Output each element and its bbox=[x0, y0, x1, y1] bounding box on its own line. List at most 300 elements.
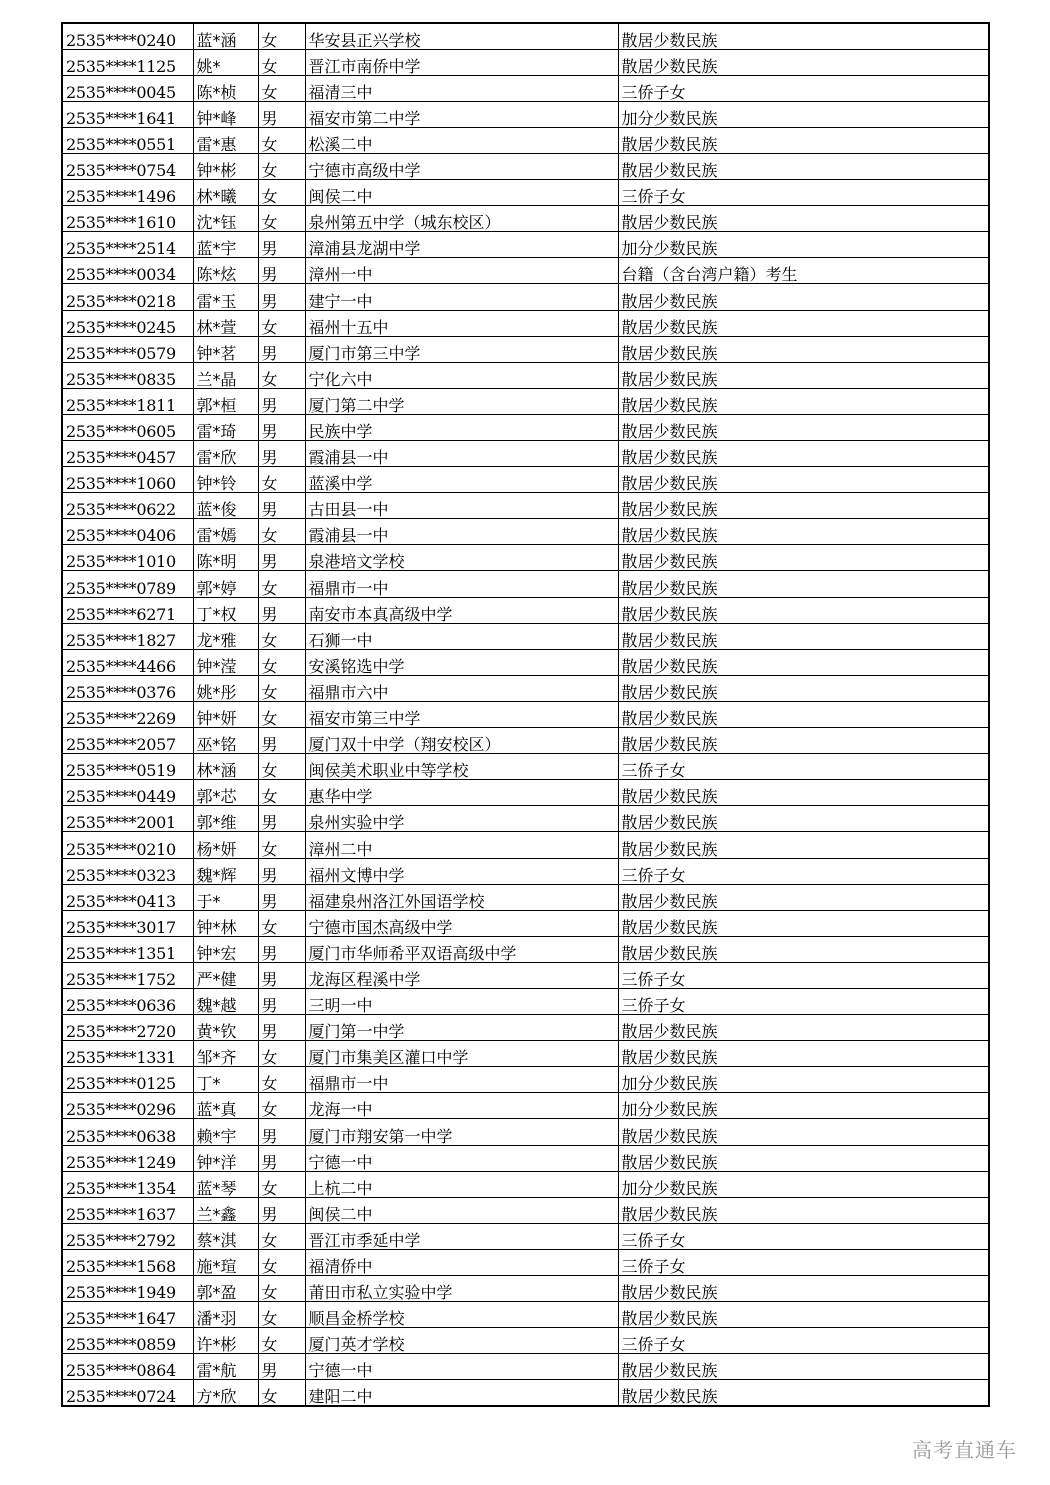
student-name-cell: 钟*妍 bbox=[193, 701, 258, 727]
table-row bbox=[62, 1197, 989, 1223]
exam-number-cell: 2535****2057 bbox=[62, 728, 193, 754]
exam-number-cell: 2535****0125 bbox=[62, 1067, 193, 1093]
gender-cell: 女 bbox=[258, 701, 305, 727]
table-row bbox=[62, 519, 989, 545]
table-row bbox=[62, 1223, 989, 1249]
table-row bbox=[62, 545, 989, 571]
exam-number-cell: 2535****2269 bbox=[62, 701, 193, 727]
school-cell: 古田县一中 bbox=[305, 493, 618, 519]
student-name-cell: 郭*婷 bbox=[193, 571, 258, 597]
gender-cell: 男 bbox=[258, 258, 305, 284]
exam-number-cell: 2535****2001 bbox=[62, 806, 193, 832]
school-cell: 福鼎市一中 bbox=[305, 571, 618, 597]
gender-cell: 女 bbox=[258, 310, 305, 336]
category-cell: 散居少数民族 bbox=[618, 467, 989, 493]
student-name-cell: 钟*峰 bbox=[193, 101, 258, 127]
gender-cell: 男 bbox=[258, 414, 305, 440]
table-row bbox=[62, 362, 989, 388]
category-cell: 散居少数民族 bbox=[618, 597, 989, 623]
school-cell: 闽侯美术职业中等学校 bbox=[305, 754, 618, 780]
category-cell: 散居少数民族 bbox=[618, 284, 989, 310]
table-row bbox=[62, 884, 989, 910]
exam-number-cell: 2535****0605 bbox=[62, 414, 193, 440]
exam-number-cell: 2535****1351 bbox=[62, 936, 193, 962]
category-cell: 散居少数民族 bbox=[618, 1197, 989, 1223]
category-cell: 散居少数民族 bbox=[618, 545, 989, 571]
school-cell: 石狮一中 bbox=[305, 623, 618, 649]
exam-number-cell: 2535****4466 bbox=[62, 649, 193, 675]
school-cell: 晋江市季延中学 bbox=[305, 1223, 618, 1249]
exam-number-cell: 2535****0638 bbox=[62, 1119, 193, 1145]
category-cell: 散居少数民族 bbox=[618, 1041, 989, 1067]
table-row bbox=[62, 1354, 989, 1380]
category-cell: 加分少数民族 bbox=[618, 101, 989, 127]
table-row bbox=[62, 127, 989, 153]
gender-cell: 男 bbox=[258, 493, 305, 519]
table-row bbox=[62, 1249, 989, 1275]
student-name-cell: 黄*钦 bbox=[193, 1015, 258, 1041]
student-name-cell: 陈*桢 bbox=[193, 75, 258, 101]
table-row bbox=[62, 180, 989, 206]
school-cell: 厦门第二中学 bbox=[305, 388, 618, 414]
table-row bbox=[62, 675, 989, 701]
school-cell: 福建泉州洛江外国语学校 bbox=[305, 884, 618, 910]
category-cell: 散居少数民族 bbox=[618, 910, 989, 936]
school-cell: 泉州实验中学 bbox=[305, 806, 618, 832]
table-row bbox=[62, 780, 989, 806]
school-cell: 莆田市私立实验中学 bbox=[305, 1276, 618, 1302]
student-name-cell: 杨*妍 bbox=[193, 832, 258, 858]
student-name-cell: 钟*彬 bbox=[193, 153, 258, 179]
exam-number-cell: 2535****1610 bbox=[62, 206, 193, 232]
student-name-cell: 陈*炫 bbox=[193, 258, 258, 284]
exam-number-cell: 2535****2720 bbox=[62, 1015, 193, 1041]
exam-number-cell: 2535****2514 bbox=[62, 232, 193, 258]
exam-number-cell: 2535****1331 bbox=[62, 1041, 193, 1067]
exam-number-cell: 2535****0835 bbox=[62, 362, 193, 388]
student-name-cell: 陈*明 bbox=[193, 545, 258, 571]
school-cell: 建阳二中 bbox=[305, 1380, 618, 1406]
school-cell: 宁德市国杰高级中学 bbox=[305, 910, 618, 936]
school-cell: 福州十五中 bbox=[305, 310, 618, 336]
student-name-cell: 邹*齐 bbox=[193, 1041, 258, 1067]
table-row bbox=[62, 153, 989, 179]
exam-number-cell: 2535****1568 bbox=[62, 1249, 193, 1275]
student-name-cell: 赖*宇 bbox=[193, 1119, 258, 1145]
exam-number-cell: 2535****0210 bbox=[62, 832, 193, 858]
gender-cell: 女 bbox=[258, 1249, 305, 1275]
table-row bbox=[62, 597, 989, 623]
school-cell: 厦门市翔安第一中学 bbox=[305, 1119, 618, 1145]
exam-number-cell: 2535****0457 bbox=[62, 441, 193, 467]
gender-cell: 女 bbox=[258, 75, 305, 101]
gender-cell: 女 bbox=[258, 1276, 305, 1302]
table-row bbox=[62, 728, 989, 754]
school-cell: 华安县正兴学校 bbox=[305, 23, 618, 49]
category-cell: 散居少数民族 bbox=[618, 1015, 989, 1041]
table-row bbox=[62, 1067, 989, 1093]
category-cell: 散居少数民族 bbox=[618, 649, 989, 675]
exam-number-cell: 2535****0323 bbox=[62, 858, 193, 884]
exam-number-cell: 2535****1827 bbox=[62, 623, 193, 649]
table-row bbox=[62, 284, 989, 310]
student-name-cell: 雷*嫣 bbox=[193, 519, 258, 545]
student-name-cell: 许*彬 bbox=[193, 1328, 258, 1354]
exam-number-cell: 2535****0789 bbox=[62, 571, 193, 597]
table-row bbox=[62, 388, 989, 414]
category-cell: 加分少数民族 bbox=[618, 1171, 989, 1197]
category-cell: 散居少数民族 bbox=[618, 571, 989, 597]
table-row bbox=[62, 23, 989, 49]
category-cell: 散居少数民族 bbox=[618, 1354, 989, 1380]
table-row bbox=[62, 936, 989, 962]
student-name-cell: 林*涵 bbox=[193, 754, 258, 780]
student-name-cell: 姚*彤 bbox=[193, 675, 258, 701]
category-cell: 三侨子女 bbox=[618, 858, 989, 884]
gender-cell: 男 bbox=[258, 1145, 305, 1171]
gender-cell: 女 bbox=[258, 180, 305, 206]
school-cell: 上杭二中 bbox=[305, 1171, 618, 1197]
school-cell: 宁化六中 bbox=[305, 362, 618, 388]
gender-cell: 女 bbox=[258, 23, 305, 49]
gender-cell: 男 bbox=[258, 1119, 305, 1145]
school-cell: 三明一中 bbox=[305, 988, 618, 1014]
exam-number-cell: 2535****0859 bbox=[62, 1328, 193, 1354]
student-name-cell: 郭*盈 bbox=[193, 1276, 258, 1302]
student-name-cell: 蓝*真 bbox=[193, 1093, 258, 1119]
category-cell: 三侨子女 bbox=[618, 962, 989, 988]
table-row bbox=[62, 806, 989, 832]
category-cell: 加分少数民族 bbox=[618, 232, 989, 258]
gender-cell: 女 bbox=[258, 780, 305, 806]
student-name-cell: 钟*滢 bbox=[193, 649, 258, 675]
student-name-cell: 雷*惠 bbox=[193, 127, 258, 153]
student-name-cell: 钟*宏 bbox=[193, 936, 258, 962]
exam-number-cell: 2535****0551 bbox=[62, 127, 193, 153]
student-name-cell: 林*萱 bbox=[193, 310, 258, 336]
category-cell: 散居少数民族 bbox=[618, 127, 989, 153]
gender-cell: 女 bbox=[258, 754, 305, 780]
table-row bbox=[62, 1328, 989, 1354]
student-name-cell: 龙*雅 bbox=[193, 623, 258, 649]
school-cell: 泉港培文学校 bbox=[305, 545, 618, 571]
gender-cell: 男 bbox=[258, 1197, 305, 1223]
student-name-cell: 蔡*淇 bbox=[193, 1223, 258, 1249]
gender-cell: 女 bbox=[258, 206, 305, 232]
category-cell: 散居少数民族 bbox=[618, 336, 989, 362]
exam-number-cell: 2535****0724 bbox=[62, 1380, 193, 1406]
category-cell: 散居少数民族 bbox=[618, 1302, 989, 1328]
school-cell: 厦门市华师希平双语高级中学 bbox=[305, 936, 618, 962]
school-cell: 龙海一中 bbox=[305, 1093, 618, 1119]
gender-cell: 女 bbox=[258, 1302, 305, 1328]
student-name-cell: 钟*洋 bbox=[193, 1145, 258, 1171]
student-name-cell: 郭*桓 bbox=[193, 388, 258, 414]
gender-cell: 女 bbox=[258, 675, 305, 701]
school-cell: 厦门市第三中学 bbox=[305, 336, 618, 362]
gender-cell: 女 bbox=[258, 1171, 305, 1197]
exam-number-cell: 2535****0622 bbox=[62, 493, 193, 519]
school-cell: 福安市第三中学 bbox=[305, 701, 618, 727]
school-cell: 福安市第二中学 bbox=[305, 101, 618, 127]
exam-number-cell: 2535****0045 bbox=[62, 75, 193, 101]
student-roster-table bbox=[61, 22, 990, 1407]
category-cell: 散居少数民族 bbox=[618, 728, 989, 754]
table-row bbox=[62, 49, 989, 75]
exam-number-cell: 2535****1752 bbox=[62, 962, 193, 988]
table-row bbox=[62, 571, 989, 597]
school-cell: 晋江市南侨中学 bbox=[305, 49, 618, 75]
student-name-cell: 巫*铭 bbox=[193, 728, 258, 754]
table-row bbox=[62, 1171, 989, 1197]
student-name-cell: 蓝*琴 bbox=[193, 1171, 258, 1197]
table-row bbox=[62, 1302, 989, 1328]
exam-number-cell: 2535****1354 bbox=[62, 1171, 193, 1197]
exam-number-cell: 2535****2792 bbox=[62, 1223, 193, 1249]
student-name-cell: 潘*羽 bbox=[193, 1302, 258, 1328]
student-name-cell: 姚* bbox=[193, 49, 258, 75]
exam-number-cell: 2535****0519 bbox=[62, 754, 193, 780]
table-row bbox=[62, 701, 989, 727]
category-cell: 散居少数民族 bbox=[618, 936, 989, 962]
exam-number-cell: 2535****0296 bbox=[62, 1093, 193, 1119]
category-cell: 散居少数民族 bbox=[618, 153, 989, 179]
exam-number-cell: 2535****0218 bbox=[62, 284, 193, 310]
gender-cell: 女 bbox=[258, 910, 305, 936]
exam-number-cell: 2535****0240 bbox=[62, 23, 193, 49]
gender-cell: 女 bbox=[258, 519, 305, 545]
student-name-cell: 钟*茗 bbox=[193, 336, 258, 362]
table-row bbox=[62, 1093, 989, 1119]
gender-cell: 女 bbox=[258, 467, 305, 493]
category-cell: 散居少数民族 bbox=[618, 832, 989, 858]
gender-cell: 男 bbox=[258, 884, 305, 910]
gender-cell: 男 bbox=[258, 545, 305, 571]
table-row bbox=[62, 858, 989, 884]
student-name-cell: 沈*钰 bbox=[193, 206, 258, 232]
table-row bbox=[62, 493, 989, 519]
exam-number-cell: 2535****1249 bbox=[62, 1145, 193, 1171]
table-row bbox=[62, 441, 989, 467]
student-name-cell: 雷*航 bbox=[193, 1354, 258, 1380]
gender-cell: 男 bbox=[258, 728, 305, 754]
table-row bbox=[62, 1380, 989, 1406]
school-cell: 闽侯二中 bbox=[305, 180, 618, 206]
exam-number-cell: 2535****1496 bbox=[62, 180, 193, 206]
exam-number-cell: 2535****1637 bbox=[62, 1197, 193, 1223]
gender-cell: 男 bbox=[258, 988, 305, 1014]
gender-cell: 女 bbox=[258, 1041, 305, 1067]
school-cell: 福清三中 bbox=[305, 75, 618, 101]
exam-number-cell: 2535****0406 bbox=[62, 519, 193, 545]
table-row bbox=[62, 988, 989, 1014]
watermark-text: 高考直通车 bbox=[912, 1438, 1017, 1462]
school-cell: 霞浦县一中 bbox=[305, 441, 618, 467]
school-cell: 宁德市高级中学 bbox=[305, 153, 618, 179]
gender-cell: 女 bbox=[258, 1223, 305, 1249]
table-row bbox=[62, 962, 989, 988]
exam-number-cell: 2535****1647 bbox=[62, 1302, 193, 1328]
school-cell: 漳州一中 bbox=[305, 258, 618, 284]
school-cell: 霞浦县一中 bbox=[305, 519, 618, 545]
gender-cell: 男 bbox=[258, 1354, 305, 1380]
school-cell: 蓝溪中学 bbox=[305, 467, 618, 493]
category-cell: 散居少数民族 bbox=[618, 519, 989, 545]
student-name-cell: 兰*鑫 bbox=[193, 1197, 258, 1223]
table-row bbox=[62, 649, 989, 675]
category-cell: 散居少数民族 bbox=[618, 806, 989, 832]
school-cell: 闽侯二中 bbox=[305, 1197, 618, 1223]
category-cell: 散居少数民族 bbox=[618, 780, 989, 806]
table-row bbox=[62, 336, 989, 362]
category-cell: 散居少数民族 bbox=[618, 1380, 989, 1406]
exam-number-cell: 2535****0864 bbox=[62, 1354, 193, 1380]
table-row bbox=[62, 832, 989, 858]
school-cell: 民族中学 bbox=[305, 414, 618, 440]
table-row bbox=[62, 623, 989, 649]
school-cell: 厦门市集美区灌口中学 bbox=[305, 1041, 618, 1067]
gender-cell: 女 bbox=[258, 127, 305, 153]
table-row bbox=[62, 101, 989, 127]
school-cell: 安溪铭选中学 bbox=[305, 649, 618, 675]
exam-number-cell: 2535****3017 bbox=[62, 910, 193, 936]
category-cell: 散居少数民族 bbox=[618, 49, 989, 75]
category-cell: 散居少数民族 bbox=[618, 362, 989, 388]
school-cell: 福鼎市一中 bbox=[305, 1067, 618, 1093]
gender-cell: 女 bbox=[258, 153, 305, 179]
table-row bbox=[62, 467, 989, 493]
category-cell: 散居少数民族 bbox=[618, 701, 989, 727]
category-cell: 散居少数民族 bbox=[618, 441, 989, 467]
exam-number-cell: 2535****0754 bbox=[62, 153, 193, 179]
student-name-cell: 蓝*宇 bbox=[193, 232, 258, 258]
exam-number-cell: 2535****6271 bbox=[62, 597, 193, 623]
category-cell: 加分少数民族 bbox=[618, 1067, 989, 1093]
student-name-cell: 钟*林 bbox=[193, 910, 258, 936]
gender-cell: 男 bbox=[258, 1015, 305, 1041]
exam-number-cell: 2535****0449 bbox=[62, 780, 193, 806]
student-name-cell: 方*欣 bbox=[193, 1380, 258, 1406]
table-row bbox=[62, 1041, 989, 1067]
student-name-cell: 雷*欣 bbox=[193, 441, 258, 467]
school-cell: 顺昌金桥学校 bbox=[305, 1302, 618, 1328]
table-row bbox=[62, 232, 989, 258]
student-name-cell: 丁* bbox=[193, 1067, 258, 1093]
category-cell: 三侨子女 bbox=[618, 1249, 989, 1275]
category-cell: 三侨子女 bbox=[618, 988, 989, 1014]
gender-cell: 男 bbox=[258, 101, 305, 127]
gender-cell: 男 bbox=[258, 441, 305, 467]
category-cell: 散居少数民族 bbox=[618, 675, 989, 701]
gender-cell: 女 bbox=[258, 362, 305, 388]
category-cell: 三侨子女 bbox=[618, 1328, 989, 1354]
table-row bbox=[62, 1119, 989, 1145]
student-name-cell: 钟*铃 bbox=[193, 467, 258, 493]
gender-cell: 男 bbox=[258, 858, 305, 884]
gender-cell: 女 bbox=[258, 1093, 305, 1119]
gender-cell: 女 bbox=[258, 1328, 305, 1354]
gender-cell: 女 bbox=[258, 1380, 305, 1406]
category-cell: 三侨子女 bbox=[618, 1223, 989, 1249]
category-cell: 散居少数民族 bbox=[618, 623, 989, 649]
gender-cell: 男 bbox=[258, 806, 305, 832]
gender-cell: 男 bbox=[258, 388, 305, 414]
exam-number-cell: 2535****0636 bbox=[62, 988, 193, 1014]
gender-cell: 女 bbox=[258, 49, 305, 75]
gender-cell: 男 bbox=[258, 962, 305, 988]
gender-cell: 女 bbox=[258, 623, 305, 649]
school-cell: 泉州第五中学（城东校区） bbox=[305, 206, 618, 232]
exam-number-cell: 2535****1949 bbox=[62, 1276, 193, 1302]
category-cell: 散居少数民族 bbox=[618, 206, 989, 232]
student-name-cell: 蓝*涵 bbox=[193, 23, 258, 49]
student-name-cell: 于* bbox=[193, 884, 258, 910]
category-cell: 散居少数民族 bbox=[618, 310, 989, 336]
school-cell: 龙海区程溪中学 bbox=[305, 962, 618, 988]
category-cell: 三侨子女 bbox=[618, 754, 989, 780]
category-cell: 加分少数民族 bbox=[618, 1093, 989, 1119]
table-row bbox=[62, 414, 989, 440]
gender-cell: 女 bbox=[258, 832, 305, 858]
category-cell: 散居少数民族 bbox=[618, 1276, 989, 1302]
student-name-cell: 林*曦 bbox=[193, 180, 258, 206]
table-row bbox=[62, 910, 989, 936]
school-cell: 惠华中学 bbox=[305, 780, 618, 806]
exam-number-cell: 2535****0376 bbox=[62, 675, 193, 701]
school-cell: 厦门第一中学 bbox=[305, 1015, 618, 1041]
exam-number-cell: 2535****1060 bbox=[62, 467, 193, 493]
exam-number-cell: 2535****1811 bbox=[62, 388, 193, 414]
student-name-cell: 施*瑄 bbox=[193, 1249, 258, 1275]
gender-cell: 男 bbox=[258, 336, 305, 362]
school-cell: 宁德一中 bbox=[305, 1145, 618, 1171]
exam-number-cell: 2535****1125 bbox=[62, 49, 193, 75]
school-cell: 福州文博中学 bbox=[305, 858, 618, 884]
gender-cell: 男 bbox=[258, 284, 305, 310]
table-row bbox=[62, 1276, 989, 1302]
student-name-cell: 雷*琦 bbox=[193, 414, 258, 440]
category-cell: 散居少数民族 bbox=[618, 1119, 989, 1145]
student-name-cell: 蓝*俊 bbox=[193, 493, 258, 519]
roster-body bbox=[62, 23, 989, 1406]
exam-number-cell: 2535****1641 bbox=[62, 101, 193, 127]
gender-cell: 女 bbox=[258, 649, 305, 675]
table-row bbox=[62, 1145, 989, 1171]
exam-number-cell: 2535****0413 bbox=[62, 884, 193, 910]
student-name-cell: 郭*芯 bbox=[193, 780, 258, 806]
school-cell: 漳州二中 bbox=[305, 832, 618, 858]
school-cell: 漳浦县龙湖中学 bbox=[305, 232, 618, 258]
category-cell: 三侨子女 bbox=[618, 180, 989, 206]
category-cell: 三侨子女 bbox=[618, 75, 989, 101]
exam-number-cell: 2535****1010 bbox=[62, 545, 193, 571]
category-cell: 散居少数民族 bbox=[618, 493, 989, 519]
category-cell: 散居少数民族 bbox=[618, 1145, 989, 1171]
table-row bbox=[62, 206, 989, 232]
category-cell: 台籍（含台湾户籍）考生 bbox=[618, 258, 989, 284]
exam-number-cell: 2535****0245 bbox=[62, 310, 193, 336]
student-name-cell: 丁*权 bbox=[193, 597, 258, 623]
gender-cell: 男 bbox=[258, 232, 305, 258]
category-cell: 散居少数民族 bbox=[618, 414, 989, 440]
category-cell: 散居少数民族 bbox=[618, 388, 989, 414]
school-cell: 南安市本真高级中学 bbox=[305, 597, 618, 623]
school-cell: 松溪二中 bbox=[305, 127, 618, 153]
student-name-cell: 严*健 bbox=[193, 962, 258, 988]
gender-cell: 男 bbox=[258, 597, 305, 623]
school-cell: 厦门双十中学（翔安校区） bbox=[305, 728, 618, 754]
school-cell: 福清侨中 bbox=[305, 1249, 618, 1275]
